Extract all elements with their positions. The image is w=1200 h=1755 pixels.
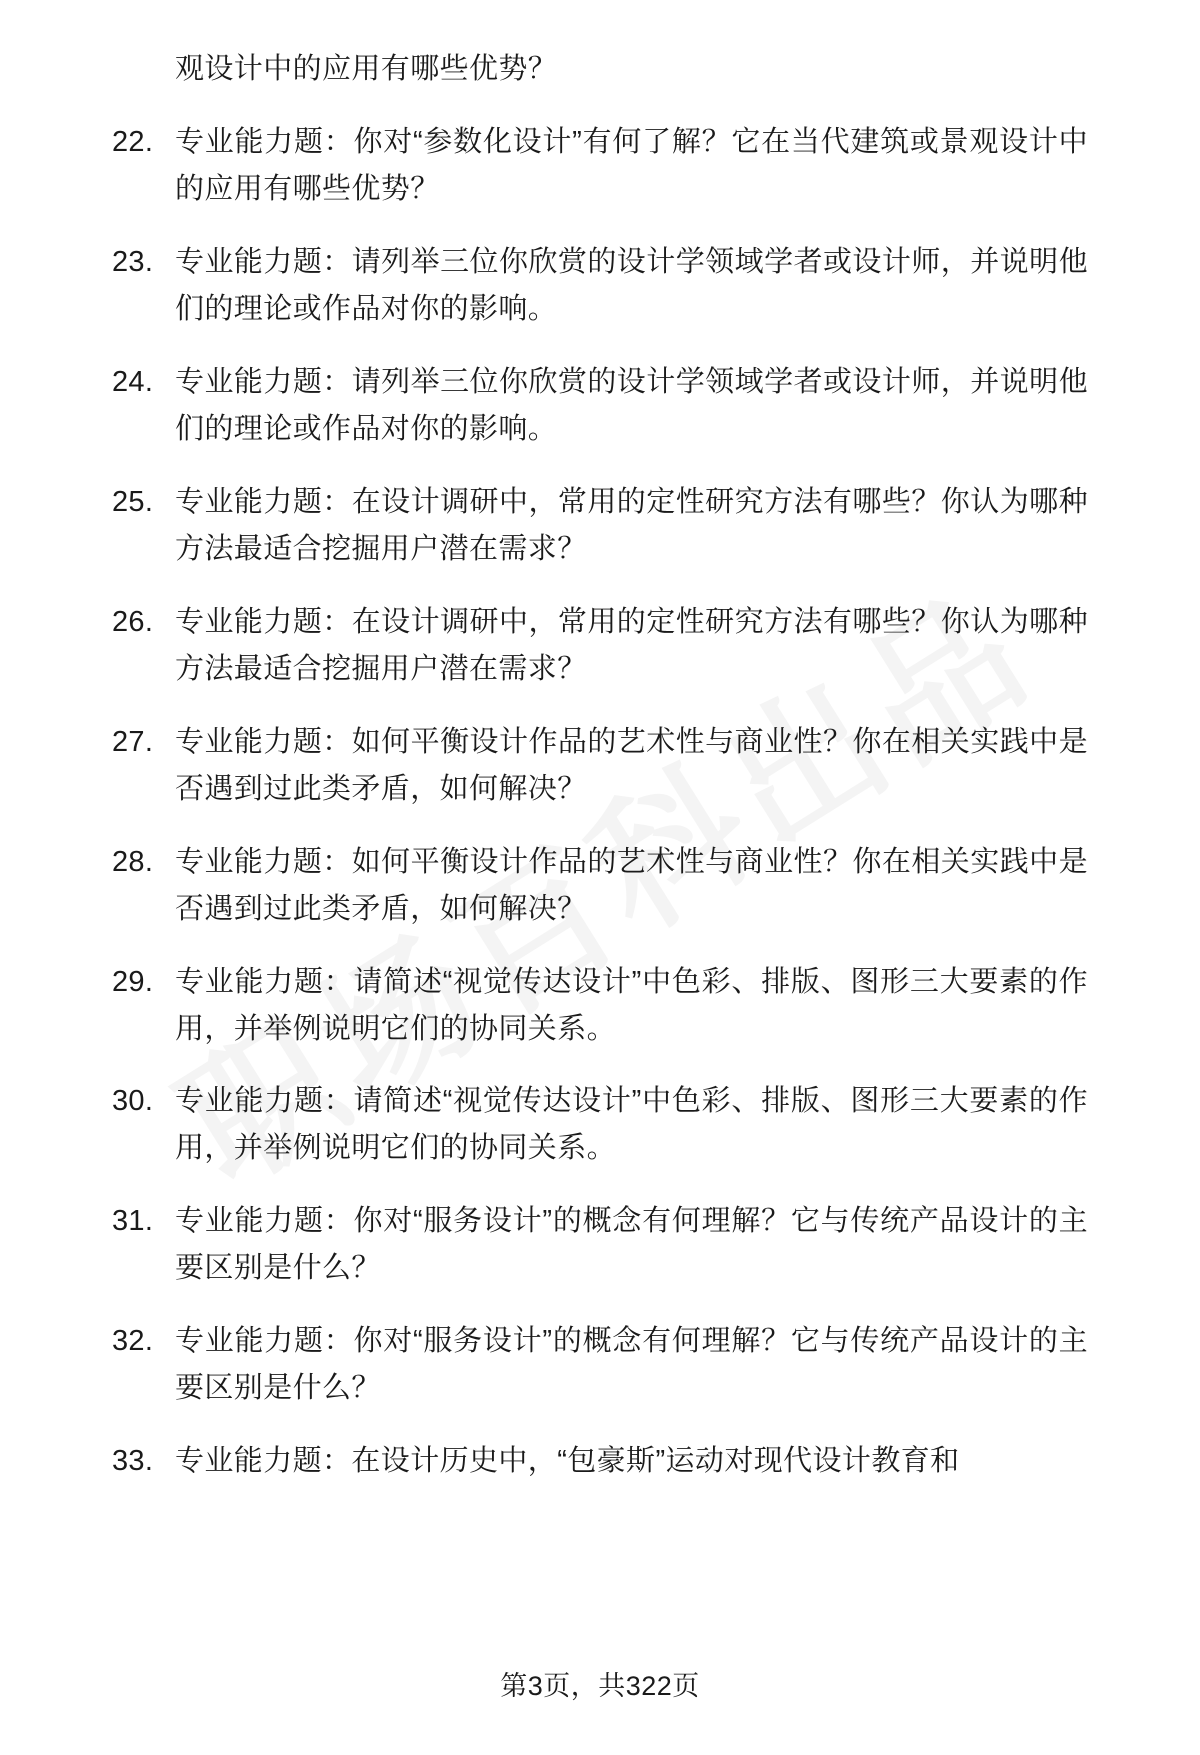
question-item <box>112 1438 1088 1485</box>
question-text: 专业能力题：请列举三位你欣赏的设计学领域学者或设计师，并说明他们的理论或作品对你的影响。 <box>175 365 1088 445</box>
question-item <box>112 719 1088 813</box>
question-number: 27. <box>112 725 154 758</box>
question-text: 专业能力题：如何平衡设计作品的艺术性与商业性？你在相关实践中是否遇到过此类矛盾，如何解决？ <box>175 845 1088 925</box>
question-number: 25. <box>112 485 154 518</box>
question-text: 专业能力题：你对“参数化设计”有何了解？它在当代建筑或景观设计中的应用有哪些优势？ <box>175 125 1088 205</box>
question-item <box>112 1078 1088 1172</box>
question-text: 专业能力题：你对“服务设计”的概念有何理解？它与传统产品设计的主要区别是什么？ <box>175 1205 1088 1285</box>
question-number: 30. <box>112 1085 154 1118</box>
question-number: 23. <box>112 245 154 278</box>
question-item <box>112 839 1088 933</box>
question-number: 33. <box>112 1445 154 1478</box>
question-number: 22. <box>112 125 154 158</box>
question-text: 专业能力题：你对“服务设计”的概念有何理解？它与传统产品设计的主要区别是什么？ <box>175 1325 1088 1405</box>
question-number: 24. <box>112 365 154 398</box>
question-number: 31. <box>112 1205 154 1238</box>
question-number: 29. <box>112 965 154 998</box>
page-footer: 第3页，共322页 <box>500 1671 700 1701</box>
question-number: 32. <box>112 1325 154 1358</box>
question-item <box>112 119 1088 213</box>
question-text: 专业能力题：如何平衡设计作品的艺术性与商业性？你在相关实践中是否遇到过此类矛盾，如何解决？ <box>175 725 1088 805</box>
question-item <box>112 359 1088 453</box>
question-item <box>112 479 1088 573</box>
question-text: 专业能力题：在设计历史中，“包豪斯”运动对现代设计教育和 <box>175 1445 960 1478</box>
continuation-text: 观设计中的应用有哪些优势？ <box>175 53 558 85</box>
question-text: 专业能力题：在设计调研中，常用的定性研究方法有哪些？你认为哪种方法最适合挖掘用户潜在需求？ <box>175 485 1088 565</box>
question-number: 28. <box>112 845 154 878</box>
question-item <box>112 239 1088 333</box>
question-item <box>112 1318 1088 1412</box>
question-number: 26. <box>112 605 154 638</box>
question-item <box>112 959 1088 1053</box>
question-item <box>112 1198 1088 1292</box>
question-item <box>112 599 1088 693</box>
question-text: 专业能力题：请列举三位你欣赏的设计学领域学者或设计师，并说明他们的理论或作品对你的影响。 <box>175 245 1088 325</box>
question-text: 专业能力题：在设计调研中，常用的定性研究方法有哪些？你认为哪种方法最适合挖掘用户潜在需求？ <box>175 605 1088 685</box>
question-text: 专业能力题：请简述“视觉传达设计”中色彩、排版、图形三大要素的作用，并举例说明它们的协同关系。 <box>175 1085 1088 1165</box>
question-text: 专业能力题：请简述“视觉传达设计”中色彩、排版、图形三大要素的作用，并举例说明它们的协同关系。 <box>175 965 1088 1045</box>
